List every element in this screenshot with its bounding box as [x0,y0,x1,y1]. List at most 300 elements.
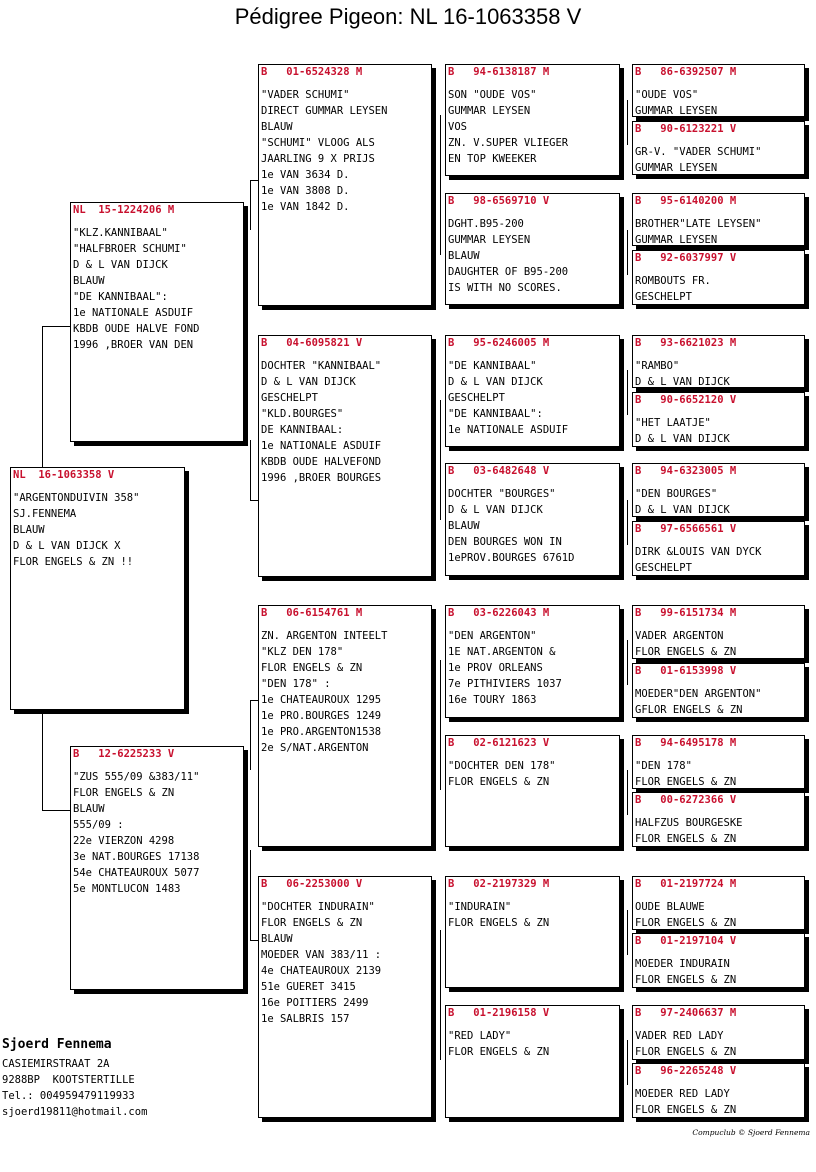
connector-line [627,1040,628,1085]
ring-number: 97-6566561 [660,523,724,535]
pigeon-info-line: FLOR ENGELS & ZN [635,917,737,929]
pigeon-header [635,122,804,138]
country-code: B [448,337,455,349]
sex-code: M [729,66,737,78]
pigeon-info-line: 1e NATIONALE ASDUIF [73,307,194,319]
pigeon-info-line: BLAUW [261,933,293,945]
country-code: B [635,337,642,349]
connector-line [250,180,258,181]
country-code: B [261,607,268,619]
owner-name: Sjoerd Fennema [2,1037,112,1052]
sex-code: M [542,607,550,619]
pigeon-info-line: "VADER SCHUMI" [261,89,350,101]
pigeon-header [448,606,619,622]
pigeon-info-line: 5e MONTLUCON 1483 [73,883,181,895]
pigeon-card-ffm [445,193,620,305]
ring-number: 90-6123221 [660,123,724,135]
sex-code: V [729,794,737,806]
pigeon-info-line: VADER ARGENTON [635,630,724,642]
pigeon-card-fmf [445,335,620,447]
pigeon-info-line: VADER RED LADY [635,1030,724,1042]
ring-number: 00-6272366 [660,794,724,806]
pigeon-info-line: D & L VAN DIJCK [448,376,543,388]
pigeon-info-line: "SCHUMI" VLOOG ALS [261,137,375,149]
pigeon-info-line: "DE KANNIBAAL": [73,291,168,303]
pigeon-info-line: BLAUW [13,524,45,536]
sex-code: M [167,204,175,216]
pigeon-info-line: MOEDER INDURAIN [635,958,730,970]
sex-code: V [355,337,363,349]
pigeon-header [448,736,619,752]
ring-number: 12-6225233 [98,748,162,760]
pigeon-info-line: FLOR ENGELS & ZN [635,833,737,845]
connector-line [250,180,251,230]
connector-line [627,100,628,145]
pigeon-info-line: "DEN 178" [635,760,692,772]
connector-line [250,940,258,941]
pigeon-card-fmfm [632,392,805,447]
pigeon-info-line: FLOR ENGELS & ZN [73,787,175,799]
pigeon-card-ffmf [632,193,805,246]
pigeon-info-line: D & L VAN DIJCK X [13,540,121,552]
country-code: B [261,337,268,349]
pigeon-info-line: "DE KANNIBAAL" [448,360,537,372]
sex-code: V [729,252,737,264]
pigeon-info-line: FLOR ENGELS & ZN [448,1046,550,1058]
connector-line [440,930,441,1060]
pigeon-card-mmm [445,1005,620,1118]
country-code: B [635,878,642,890]
pigeon-card-subject [10,467,185,710]
pigeon-info-line: 1e VAN 1842 D. [261,201,350,213]
pigeon-info-line: GFLOR ENGELS & ZN [635,704,743,716]
pigeon-info-line: HALFZUS BOURGESKE [635,817,743,829]
connector-line [42,326,70,327]
pigeon-info-line: MOEDER VAN 383/11 : [261,949,382,961]
pigeon-info-line: "DEN BOURGES" [635,488,718,500]
sex-code: V [729,523,737,535]
pigeon-card-fm [258,335,432,577]
ring-number: 03-6482648 [473,465,537,477]
pigeon-info-line: GESCHELPT [448,392,505,404]
pigeon-info-line: FLOR ENGELS & ZN !! [13,556,134,568]
pigeon-card-fmm [445,463,620,576]
pigeon-header [635,194,804,210]
pigeon-card-mfmm [632,792,805,847]
pigeon-info-line: GESCHELPT [261,392,318,404]
pigeon-info-line: 1e NATIONALE ASDUIF [448,424,569,436]
pigeon-info-line: D & L VAN DIJCK [73,259,168,271]
pigeon-info-line: KBDB OUDE HALVE FOND [73,323,200,335]
country-code: B [635,607,642,619]
owner-email[interactable]: sjoerd19811@hotmail.com [2,1106,148,1118]
owner-city: 9288BP KOOTSTERTILLE [2,1074,135,1086]
country-code: B [73,748,80,760]
pigeon-card-mfm [445,735,620,847]
pigeon-info-line: GUMMAR LEYSEN [448,105,531,117]
pigeon-info-line: "DOCHTER INDURAIN" [261,901,375,913]
country-code: B [635,737,642,749]
pigeon-header [448,464,619,480]
pigeon-header [73,747,243,763]
pigeon-info-line: D & L VAN DIJCK [635,376,730,388]
pigeon-info-line: IS WITH NO SCORES. [448,282,562,294]
country-code: B [635,123,642,135]
pigeon-header [261,336,431,352]
pigeon-info-line: 1e PRO.ARGENTON1538 [261,726,382,738]
sex-code: M [729,465,737,477]
pigeon-info-line: "DEN 178" : [261,678,331,690]
pigeon-card-fff [445,64,620,176]
pigeon-header [635,251,804,267]
country-code: B [261,66,268,78]
pigeon-info-line: GUMMAR LEYSEN [635,162,718,174]
pigeon-info-line: "OUDE VOS" [635,89,699,101]
pigeon-card-fmmm [632,521,805,576]
pigeon-card-mmmm [632,1063,805,1118]
pigeon-info-line: MOEDER"DEN ARGENTON" [635,688,762,700]
pigeon-card-mf [258,605,432,847]
pigeon-info-line: FLOR ENGELS & ZN [261,662,363,674]
pigeon-info-line: BROTHER"LATE LEYSEN" [635,218,762,230]
owner-phone: Tel.: 004959479119933 [2,1090,135,1102]
ring-number: 06-6154761 [286,607,350,619]
pigeon-card-mfmf [632,735,805,789]
pigeon-info-line: GUMMAR LEYSEN [635,234,718,246]
sex-code: M [542,878,550,890]
pigeon-info-line: DGHT.B95-200 [448,218,524,230]
sex-code: M [542,337,550,349]
pigeon-info-line: DIRK &LOUIS VAN DYCK [635,546,762,558]
pigeon-info-line: BLAUW [261,121,293,133]
connector-line [250,500,258,501]
sex-code: V [729,394,737,406]
pigeon-card-mff [445,605,620,718]
ring-number: 93-6621023 [660,337,724,349]
connector-line [250,850,251,940]
pigeon-card-mffm [632,663,805,718]
pigeon-info-line: "KLZ DEN 178" [261,646,344,658]
ring-number: 01-6524328 [286,66,350,78]
pigeon-header [635,736,804,752]
pigeon-info-line: FLOR ENGELS & ZN [448,917,550,929]
ring-number: 98-6569710 [473,195,537,207]
pigeon-header [73,203,243,219]
ring-number: 16-1063358 [38,469,102,481]
pigeon-header [635,393,804,409]
pigeon-info-line: DE KANNIBAAL: [261,424,344,436]
connector-line [42,326,43,468]
pigeon-info-line: 1996 ,BROER BOURGES [261,472,382,484]
connector-line [250,440,251,500]
pigeon-info-line: DOCHTER "BOURGES" [448,488,556,500]
pigeon-info-line: BLAUW [73,275,105,287]
ring-number: 06-2253000 [286,878,350,890]
pigeon-header [261,606,431,622]
pigeon-info-line: 1996 ,BROER VAN DEN [73,339,194,351]
sex-code: M [729,195,737,207]
connector-line [250,700,251,770]
pigeon-info-line: 555/09 : [73,819,124,831]
pigeon-info-line: ZN. ARGENTON INTEELT [261,630,388,642]
ring-number: 94-6138187 [473,66,537,78]
pigeon-info-line: 7e PITHIVIERS 1037 [448,678,562,690]
pigeon-header [635,877,804,893]
pigeon-info-line: "DEN ARGENTON" [448,630,537,642]
country-code: B [448,1007,455,1019]
credit-text: Compuclub © Sjoerd Fennema [692,1128,810,1137]
pigeon-card-mother [70,746,244,990]
pigeon-info-line: "DOCHTER DEN 178" [448,760,556,772]
pigeon-info-line: 22e VIERZON 4298 [73,835,175,847]
pigeon-info-line: "ARGENTONDUIVIN 358" [13,492,140,504]
pigeon-header [448,336,619,352]
sex-code: V [729,123,737,135]
pigeon-info-line: 1e VAN 3808 D. [261,185,350,197]
ring-number: 99-6151734 [660,607,724,619]
country-code: B [635,394,642,406]
pigeon-info-line: BLAUW [448,250,480,262]
pigeon-header [635,934,804,950]
country-code: B [635,66,642,78]
sex-code: V [167,748,175,760]
pigeon-info-line: FLOR ENGELS & ZN [635,646,737,658]
pigeon-info-line: FLOR ENGELS & ZN [448,776,550,788]
page-title: Pédigree Pigeon: NL 16-1063358 V [234,4,582,29]
ring-number: 03-6226043 [473,607,537,619]
country-code: B [635,252,642,264]
ring-number: 95-6246005 [473,337,537,349]
pigeon-info-line: D & L VAN DIJCK [635,504,730,516]
sex-code: V [542,465,550,477]
pigeon-info-line: JAARLING 9 X PRIJS [261,153,375,165]
pigeon-header [635,464,804,480]
connector-line [627,910,628,955]
pigeon-info-line: 1e PRO.BOURGES 1249 [261,710,382,722]
sex-code: M [542,66,550,78]
pigeon-info-line: "KLD.BOURGES" [261,408,344,420]
country-code: B [448,737,455,749]
connector-line [627,370,628,415]
sex-code: M [729,1007,737,1019]
pigeon-info-line: GUMMAR LEYSEN [635,105,718,117]
sex-code: M [729,878,737,890]
ring-number: 02-6121623 [473,737,537,749]
pigeon-info-line: OUDE BLAUWE [635,901,705,913]
pigeon-info-line: GESCHELPT [635,562,692,574]
sex-code: V [729,1065,737,1077]
pigeon-info-line: "DE KANNIBAAL": [448,408,543,420]
pigeon-card-fffm [632,121,805,175]
pigeon-info-line: 54e CHATEAUROUX 5077 [73,867,200,879]
pigeon-info-line: BLAUW [73,803,105,815]
country-code: B [635,794,642,806]
connector-line [440,115,441,255]
connector-line [440,400,441,520]
sex-code: V [542,195,550,207]
pigeon-info-line: FLOR ENGELS & ZN [261,917,363,929]
country-code: NL [13,469,26,481]
pigeon-info-line: 51e GUERET 3415 [261,981,356,993]
pigeon-info-line: MOEDER RED LADY [635,1088,730,1100]
pigeon-info-line: DOCHTER "KANNIBAAL" [261,360,382,372]
pigeon-header [635,606,804,622]
pigeon-info-line: FLOR ENGELS & ZN [635,1046,737,1058]
pigeon-info-line: GR-V. "VADER SCHUMI" [635,146,762,158]
pigeon-info-line: "RED LADY" [448,1030,512,1042]
connector-line [440,660,441,790]
pigeon-info-line: 1e SALBRIS 157 [261,1013,350,1025]
pigeon-header [261,877,431,893]
sex-code: V [542,1007,550,1019]
pigeon-info-line: FLOR ENGELS & ZN [635,974,737,986]
ring-number: 01-2196158 [473,1007,537,1019]
pigeon-header [635,65,804,81]
pigeon-info-line: KBDB OUDE HALVEFOND [261,456,382,468]
owner-street: CASIEMIRSTRAAT 2A [2,1058,110,1070]
pigeon-card-mmf [445,876,620,988]
ring-number: 01-2197104 [660,935,724,947]
country-code: B [635,1007,642,1019]
country-code: B [635,195,642,207]
pigeon-header [635,793,804,809]
pigeon-info-line: D & L VAN DIJCK [635,433,730,445]
pigeon-info-line: 1e NATIONALE ASDUIF [261,440,382,452]
pigeon-info-line: ROMBOUTS FR. [635,275,711,287]
pigeon-info-line: DEN BOURGES WON IN [448,536,562,548]
country-code: B [448,878,455,890]
pigeon-info-line: "RAMBO" [635,360,680,372]
pigeon-info-line: GUMMAR LEYSEN [448,234,531,246]
pigeon-header [635,664,804,680]
pigeon-card-mmfm [632,933,805,988]
pigeon-info-line: VOS [448,121,467,133]
pigeon-info-line: D & L VAN DIJCK [448,504,543,516]
connector-line [627,500,628,545]
country-code: B [635,523,642,535]
pigeon-card-mm [258,876,432,1118]
pigeon-card-mmmf [632,1005,805,1060]
ring-number: 90-6652120 [660,394,724,406]
sex-code: V [355,878,363,890]
pigeon-info-line: GESCHELPT [635,291,692,303]
sex-code: M [729,337,737,349]
pigeon-info-line: FLOR ENGELS & ZN [635,776,737,788]
pigeon-header [635,1006,804,1022]
connector-line [42,712,43,810]
pigeon-info-line: SON "OUDE VOS" [448,89,537,101]
ring-number: 92-6037997 [660,252,724,264]
owner-block [2,1034,147,1120]
pigeon-header [448,877,619,893]
pigeon-info-line: 16e POITIERS 2499 [261,997,369,1009]
ring-number: 01-2197724 [660,878,724,890]
pigeon-info-line: "ZUS 555/09 &383/11" [73,771,200,783]
country-code: B [635,1065,642,1077]
pigeon-card-mmff [632,876,805,930]
pigeon-card-fmmf [632,463,805,517]
sex-code: V [542,737,550,749]
country-code: B [261,878,268,890]
pigeon-info-line: 1E NAT.ARGENTON & [448,646,556,658]
pigeon-card-ff [258,64,432,306]
sex-code: M [355,66,363,78]
pigeon-info-line: SJ.FENNEMA [13,508,77,520]
pigeon-info-line: 16e TOURY 1863 [448,694,537,706]
ring-number: 94-6495178 [660,737,724,749]
pigeon-card-mfff [632,605,805,659]
pigeon-card-ffff [632,64,805,117]
pigeon-header [261,65,431,81]
pigeon-info-line: 1e VAN 3634 D. [261,169,350,181]
sex-code: M [355,607,363,619]
pigeon-card-fmff [632,335,805,388]
ring-number: 94-6323005 [660,465,724,477]
ring-number: 86-6392507 [660,66,724,78]
pigeon-info-line: DAUGHTER OF B95-200 [448,266,569,278]
pigeon-info-line: 2e S/NAT.ARGENTON [261,742,369,754]
sex-code: M [729,737,737,749]
pigeon-info-line: "KLZ.KANNIBAAL" [73,227,168,239]
pigeon-info-line: 4e CHATEAUROUX 2139 [261,965,382,977]
pigeon-header [635,336,804,352]
country-code: B [635,935,642,947]
pigeon-header [13,468,184,484]
connector-line [627,640,628,685]
sex-code: M [729,607,737,619]
sex-code: V [729,935,737,947]
pigeon-header [448,194,619,210]
pigeon-card-father [70,202,244,442]
pigeon-info-line: 1e CHATEAUROUX 1295 [261,694,382,706]
ring-number: 01-6153998 [660,665,724,677]
pigeon-info-line: "HALFBROER SCHUMI" [73,243,187,255]
ring-number: 95-6140200 [660,195,724,207]
country-code: B [448,195,455,207]
ring-number: 15-1224206 [98,204,162,216]
pigeon-info-line: 3e NAT.BOURGES 17138 [73,851,200,863]
pigeon-info-line: D & L VAN DIJCK [261,376,356,388]
sex-code: V [107,469,115,481]
country-code: B [635,665,642,677]
connector-line [250,700,258,701]
pigeon-info-line: "HET LAATJE" [635,417,711,429]
pigeon-info-line: 1e PROV ORLEANS [448,662,543,674]
ring-number: 04-6095821 [286,337,350,349]
connector-line [627,770,628,815]
pigeon-info-line: DIRECT GUMMAR LEYSEN [261,105,388,117]
pigeon-info-line: EN TOP KWEEKER [448,153,537,165]
ring-number: 02-2197329 [473,878,537,890]
pigeon-info-line: ZN. V.SUPER VLIEGER [448,137,569,149]
country-code: B [448,66,455,78]
country-code: NL [73,204,86,216]
pigeon-card-ffmm [632,250,805,305]
ring-number: 96-2265248 [660,1065,724,1077]
country-code: B [448,607,455,619]
connector-line [627,230,628,275]
pigeon-info-line: "INDURAIN" [448,901,512,913]
pigeon-header [448,1006,619,1022]
ring-number: 97-2406637 [660,1007,724,1019]
pigeon-info-line: FLOR ENGELS & ZN [635,1104,737,1116]
pigeon-info-line: BLAUW [448,520,480,532]
connector-line [42,810,70,811]
pigeon-info-line: 1ePROV.BOURGES 6761D [448,552,575,564]
pigeon-header [448,65,619,81]
country-code: B [448,465,455,477]
pigeon-header [635,522,804,538]
